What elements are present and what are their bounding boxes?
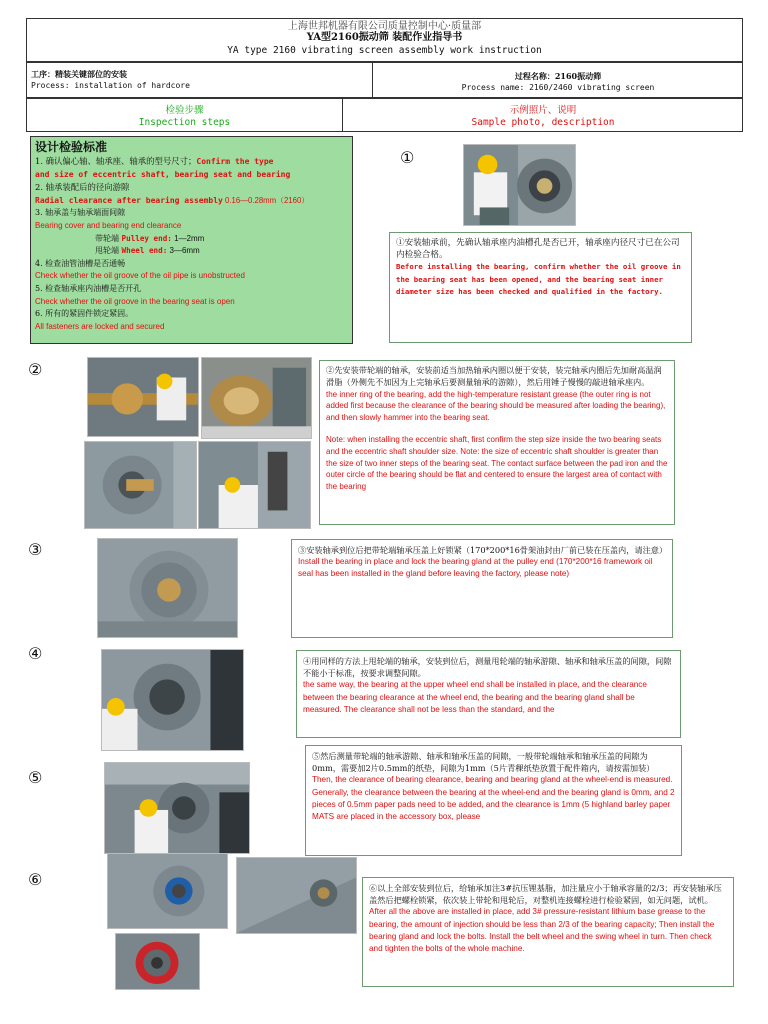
design-item-2-value: 0.16—0.28mm（2160） bbox=[222, 195, 310, 205]
process-right-en: Process name: 2160/2460 vibrating screen bbox=[461, 83, 655, 92]
step-6-photo-a bbox=[107, 853, 228, 929]
design-pulley-cn: 带轮端 bbox=[95, 233, 119, 243]
step-4-photo bbox=[101, 649, 244, 751]
step-2-photo-a bbox=[87, 357, 199, 437]
step-2-number: ② bbox=[28, 360, 43, 379]
process-left-cn: 工序：精装关键部位的安装 bbox=[31, 69, 127, 79]
step-4-text-en: the same way, the bearing at the upper wheel end shall be installed in place, and the clearance between the bearing clearance at the wheel end, the bearing and the bearing gland shall be measured. The clearance shall not be less than the standard, and the bbox=[303, 680, 647, 714]
process-left bbox=[31, 69, 190, 91]
step-1-text-cn: ①安装轴承前，先确认轴承座内油槽孔是否已开，轴承座内径尺寸已在公司内检验合格。 bbox=[396, 238, 680, 261]
design-wheel-value: 3—6mm bbox=[167, 246, 200, 256]
step-3-description bbox=[291, 539, 673, 638]
design-wheel-en: Wheel end: bbox=[121, 246, 168, 256]
step-2-text-en-2: Note: when installing the eccentric shaft, first confirm the step size inside the two bearing seats and the eccentric shaft shoulder size. Note: the size of eccentric shaft shoulder is greater than the size of two inner steps of the bearing seat. The contact surface between the pad iron and the outer circle of the bearing should be flat and centered to ensure the largest area of contact with the bearing bbox=[326, 434, 668, 492]
step-5-text-en: Then, the clearance of bearing clearance, bearing and bearing gland at the wheel-end is measured. Generally, the clearance between the bearing at the wheel-end and the bearing gland is 0mm, and 2 pieces of 0.5mm paper pads need to be added, and the clearance is 1mm (5 highland barley paper MATS are placed in the accessory box, please bbox=[312, 775, 675, 822]
step-6-photo-c bbox=[115, 933, 200, 990]
process-right bbox=[373, 71, 743, 93]
company-name: 上海世邦机器有限公司质量控制中心·质量部 bbox=[287, 21, 482, 32]
design-item-5-cn: 5. 检查轴承座内油槽是否开孔 bbox=[35, 283, 142, 293]
design-item-4-cn: 4. 检查油管油槽是否通畅 bbox=[35, 258, 126, 268]
document-header bbox=[26, 18, 743, 62]
design-item-1 bbox=[35, 155, 348, 169]
design-item-4-en: Check whether the oil groove of the oil pipe is unobstructed bbox=[35, 271, 245, 281]
design-standard-box bbox=[30, 136, 353, 344]
step-6-text-en: After all the above are installed in place, add 3# pressure-resistant lithium base grease to the bearing, the amount of injection should be less than 2/3 of the bearing capacity; Then install the bearing gland and lock the bolts. Install the belt wheel and the swing wheel in turn. Then check and tighten the bolts of the whole machine. bbox=[369, 907, 715, 954]
design-item-5-en: Check whether the oil groove in the bearing seat is open bbox=[35, 296, 235, 306]
step-4-number: ④ bbox=[28, 644, 43, 663]
step-5-photo bbox=[104, 762, 250, 854]
step-4-text-cn: ④用同样的方法上甩轮端的轴承，安装到位后，测量甩轮端的轴承游隙、轴承和轴承压盖的间隙，间隙不能小于标准，按要求调整间隙。 bbox=[303, 656, 672, 679]
step-2-description bbox=[319, 360, 675, 525]
step-4-description bbox=[296, 650, 681, 738]
step-6-description bbox=[362, 877, 734, 987]
step-6-photo-b bbox=[236, 857, 357, 934]
step-6-number: ⑥ bbox=[28, 870, 43, 889]
design-pulley-end bbox=[35, 233, 348, 246]
step-2-text-en-1: the inner ring of the bearing, add the high-temperature resistant grease (the outer ring is not added first because the clearance of the bearing should be measured after loading the bearing), and then slowly hammer into the bearing seat. bbox=[326, 389, 666, 423]
design-item-2-cn: 2. 轴承装配后的径向游隙 bbox=[35, 182, 130, 193]
column-left-cn: 检验步骤 bbox=[165, 105, 204, 116]
step-3-number: ③ bbox=[28, 540, 43, 559]
column-right-cn: 示例照片、说明 bbox=[509, 105, 577, 116]
design-item-6-en: All fasteners are locked and secured bbox=[35, 321, 165, 331]
column-headers bbox=[26, 98, 743, 132]
step-1-text-en: Before installing the bearing, confirm whether the oil groove in the bearing seat has been opened, and the bearing seat inner diameter size has been checked and qualified in the factory. bbox=[396, 262, 681, 296]
step-2-text-cn: ②先安装带轮端的轴承，安装前适当加热轴承内圈以便于安装，装完轴承内圈后先加耐高温润滑脂（外侧先不加因为上完轴承后要测量轴承的游隙），然后用锤子慢慢的敲进轴承座内。 bbox=[326, 365, 662, 387]
step-5-text-cn: ⑤然后测量带轮端的轴承游隙、轴承和轴承压盖的间隙，一般带轮端轴承和轴承压盖的间隙为0mm，需要加2片0.5mm的纸垫，间隙为1mm（5片青稞纸垫放置于配件箱内，请按需加装） bbox=[312, 751, 655, 774]
design-item-1-en-b: and size of eccentric shaft, bearing seat and bearing bbox=[35, 169, 291, 179]
design-title: 设计检验标准 bbox=[35, 140, 108, 154]
design-wheel-cn: 甩轮端 bbox=[95, 246, 119, 256]
design-item-1-cn: 1. 确认偏心轴、轴承座、轴承的型号尺寸； bbox=[35, 156, 197, 166]
step-1-description bbox=[389, 232, 692, 343]
design-wheel-end bbox=[35, 245, 348, 258]
step-2-photo-d bbox=[198, 441, 311, 529]
design-item-2-en-text: Radial clearance after bearing assembly bbox=[35, 195, 223, 205]
step-6-text-cn: ⑥以上全部安装到位后，给轴承加注3#抗压锂基脂，加注量应小于轴承容量的2/3；再安装轴承压盖然后把螺栓锁紧，依次装上带轮和甩轮后，对整机连接螺栓进行检验紧固，如无问题，试机。 bbox=[369, 883, 722, 906]
step-1-photo bbox=[463, 144, 576, 226]
step-3-photo bbox=[97, 538, 238, 638]
column-left-en: Inspection steps bbox=[138, 117, 231, 128]
process-row bbox=[26, 62, 743, 98]
step-1-number: ① bbox=[400, 148, 415, 167]
step-3-text-cn: ③安装轴承到位后把带轮端轴承压盖上好锁紧（170*200*16骨架油封由厂前已装在压盖内，请注意） bbox=[298, 545, 668, 555]
column-right-header bbox=[343, 105, 743, 129]
design-pulley-en: Pulley end: bbox=[121, 233, 172, 243]
process-left-en: Process: installation of hardcore bbox=[31, 81, 190, 90]
process-right-cn: 过程名称：2160振动筛 bbox=[514, 71, 602, 81]
design-item-1-en-a: Confirm the type bbox=[196, 157, 274, 166]
step-2-photo-b bbox=[201, 357, 312, 439]
column-left-header bbox=[27, 105, 342, 129]
design-item-3-en: Bearing cover and bearing end clearance bbox=[35, 220, 182, 230]
step-5-number: ⑤ bbox=[28, 768, 43, 787]
title-cn: YA型2160振动筛 装配作业指导书 bbox=[306, 32, 463, 43]
column-right-en: Sample photo, description bbox=[471, 117, 615, 128]
design-pulley-value: 1—2mm bbox=[171, 233, 205, 243]
step-3-text-en: Install the bearing in place and lock the bearing gland at the pulley end (170*200*16 framework oil seal has been installed in the gland before leaving the factory, please note) bbox=[298, 557, 653, 579]
design-item-6-cn: 6. 所有的紧固件锁定紧固。 bbox=[35, 309, 134, 319]
title-en: YA type 2160 vibrating screen assembly work instruction bbox=[227, 45, 542, 56]
step-5-description bbox=[305, 745, 682, 856]
design-item-3-cn: 3. 轴承盖与轴承端面间隙 bbox=[35, 208, 126, 218]
step-2-photo-c bbox=[84, 441, 197, 529]
design-item-2-en bbox=[35, 194, 348, 208]
